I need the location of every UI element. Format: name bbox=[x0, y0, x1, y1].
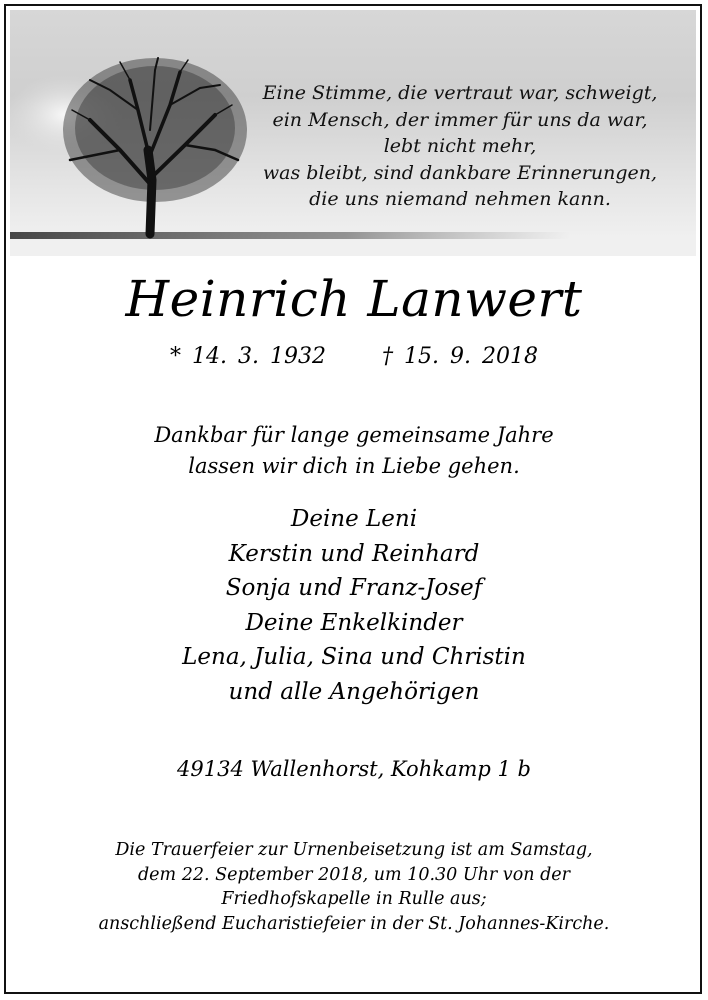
service-info bbox=[0, 838, 708, 936]
header-banner bbox=[10, 10, 696, 256]
poem-line: die uns niemand nehmen kann. bbox=[309, 188, 611, 210]
mourner-line: Deine Enkelkinder bbox=[245, 609, 463, 636]
poem-line: ein Mensch, der immer für uns da war, bbox=[272, 108, 648, 131]
mourner-line: Sonja und Franz-Josef bbox=[225, 575, 483, 601]
gratitude-line: lassen wir dich in Liebe gehen. bbox=[188, 454, 520, 478]
life-dates bbox=[0, 344, 708, 369]
poem-line: was bleibt, sind dankbare Erinnerungen, bbox=[262, 161, 658, 184]
mourner-line: Kerstin und Reinhard bbox=[228, 540, 480, 567]
mourner-line: Deine Leni bbox=[290, 506, 418, 532]
service-line: anschließend Eucharistiefeier in der St. Johannes-Kirche. bbox=[98, 913, 610, 934]
address: 49134 Wallenhorst, Kohkamp 1 b bbox=[177, 757, 531, 781]
poem-line: Eine Stimme, die vertraut war, schweigt, bbox=[262, 82, 658, 104]
gratitude-text bbox=[0, 420, 708, 482]
poem-line: lebt nicht mehr, bbox=[383, 135, 537, 157]
service-line: dem 22. September 2018, um 10.30 Uhr von der bbox=[137, 864, 570, 885]
mourners-list bbox=[0, 502, 708, 709]
service-line: Die Trauerfeier zur Urnenbeisetzung ist am Samstag, bbox=[115, 840, 593, 860]
poem bbox=[240, 80, 680, 213]
mourner-line: Lena, Julia, Sina und Christin bbox=[182, 644, 526, 670]
gratitude-line: Dankbar für lange gemeinsame Jahre bbox=[154, 423, 554, 447]
deceased-name: Heinrich Lanwert bbox=[125, 270, 583, 328]
service-line: Friedhofskapelle in Rulle aus; bbox=[221, 889, 487, 909]
death-date: † 15. 9. 2018 bbox=[382, 344, 538, 369]
mourner-line: und alle Angehörigen bbox=[228, 678, 480, 705]
birth-date: * 14. 3. 1932 bbox=[170, 344, 326, 369]
